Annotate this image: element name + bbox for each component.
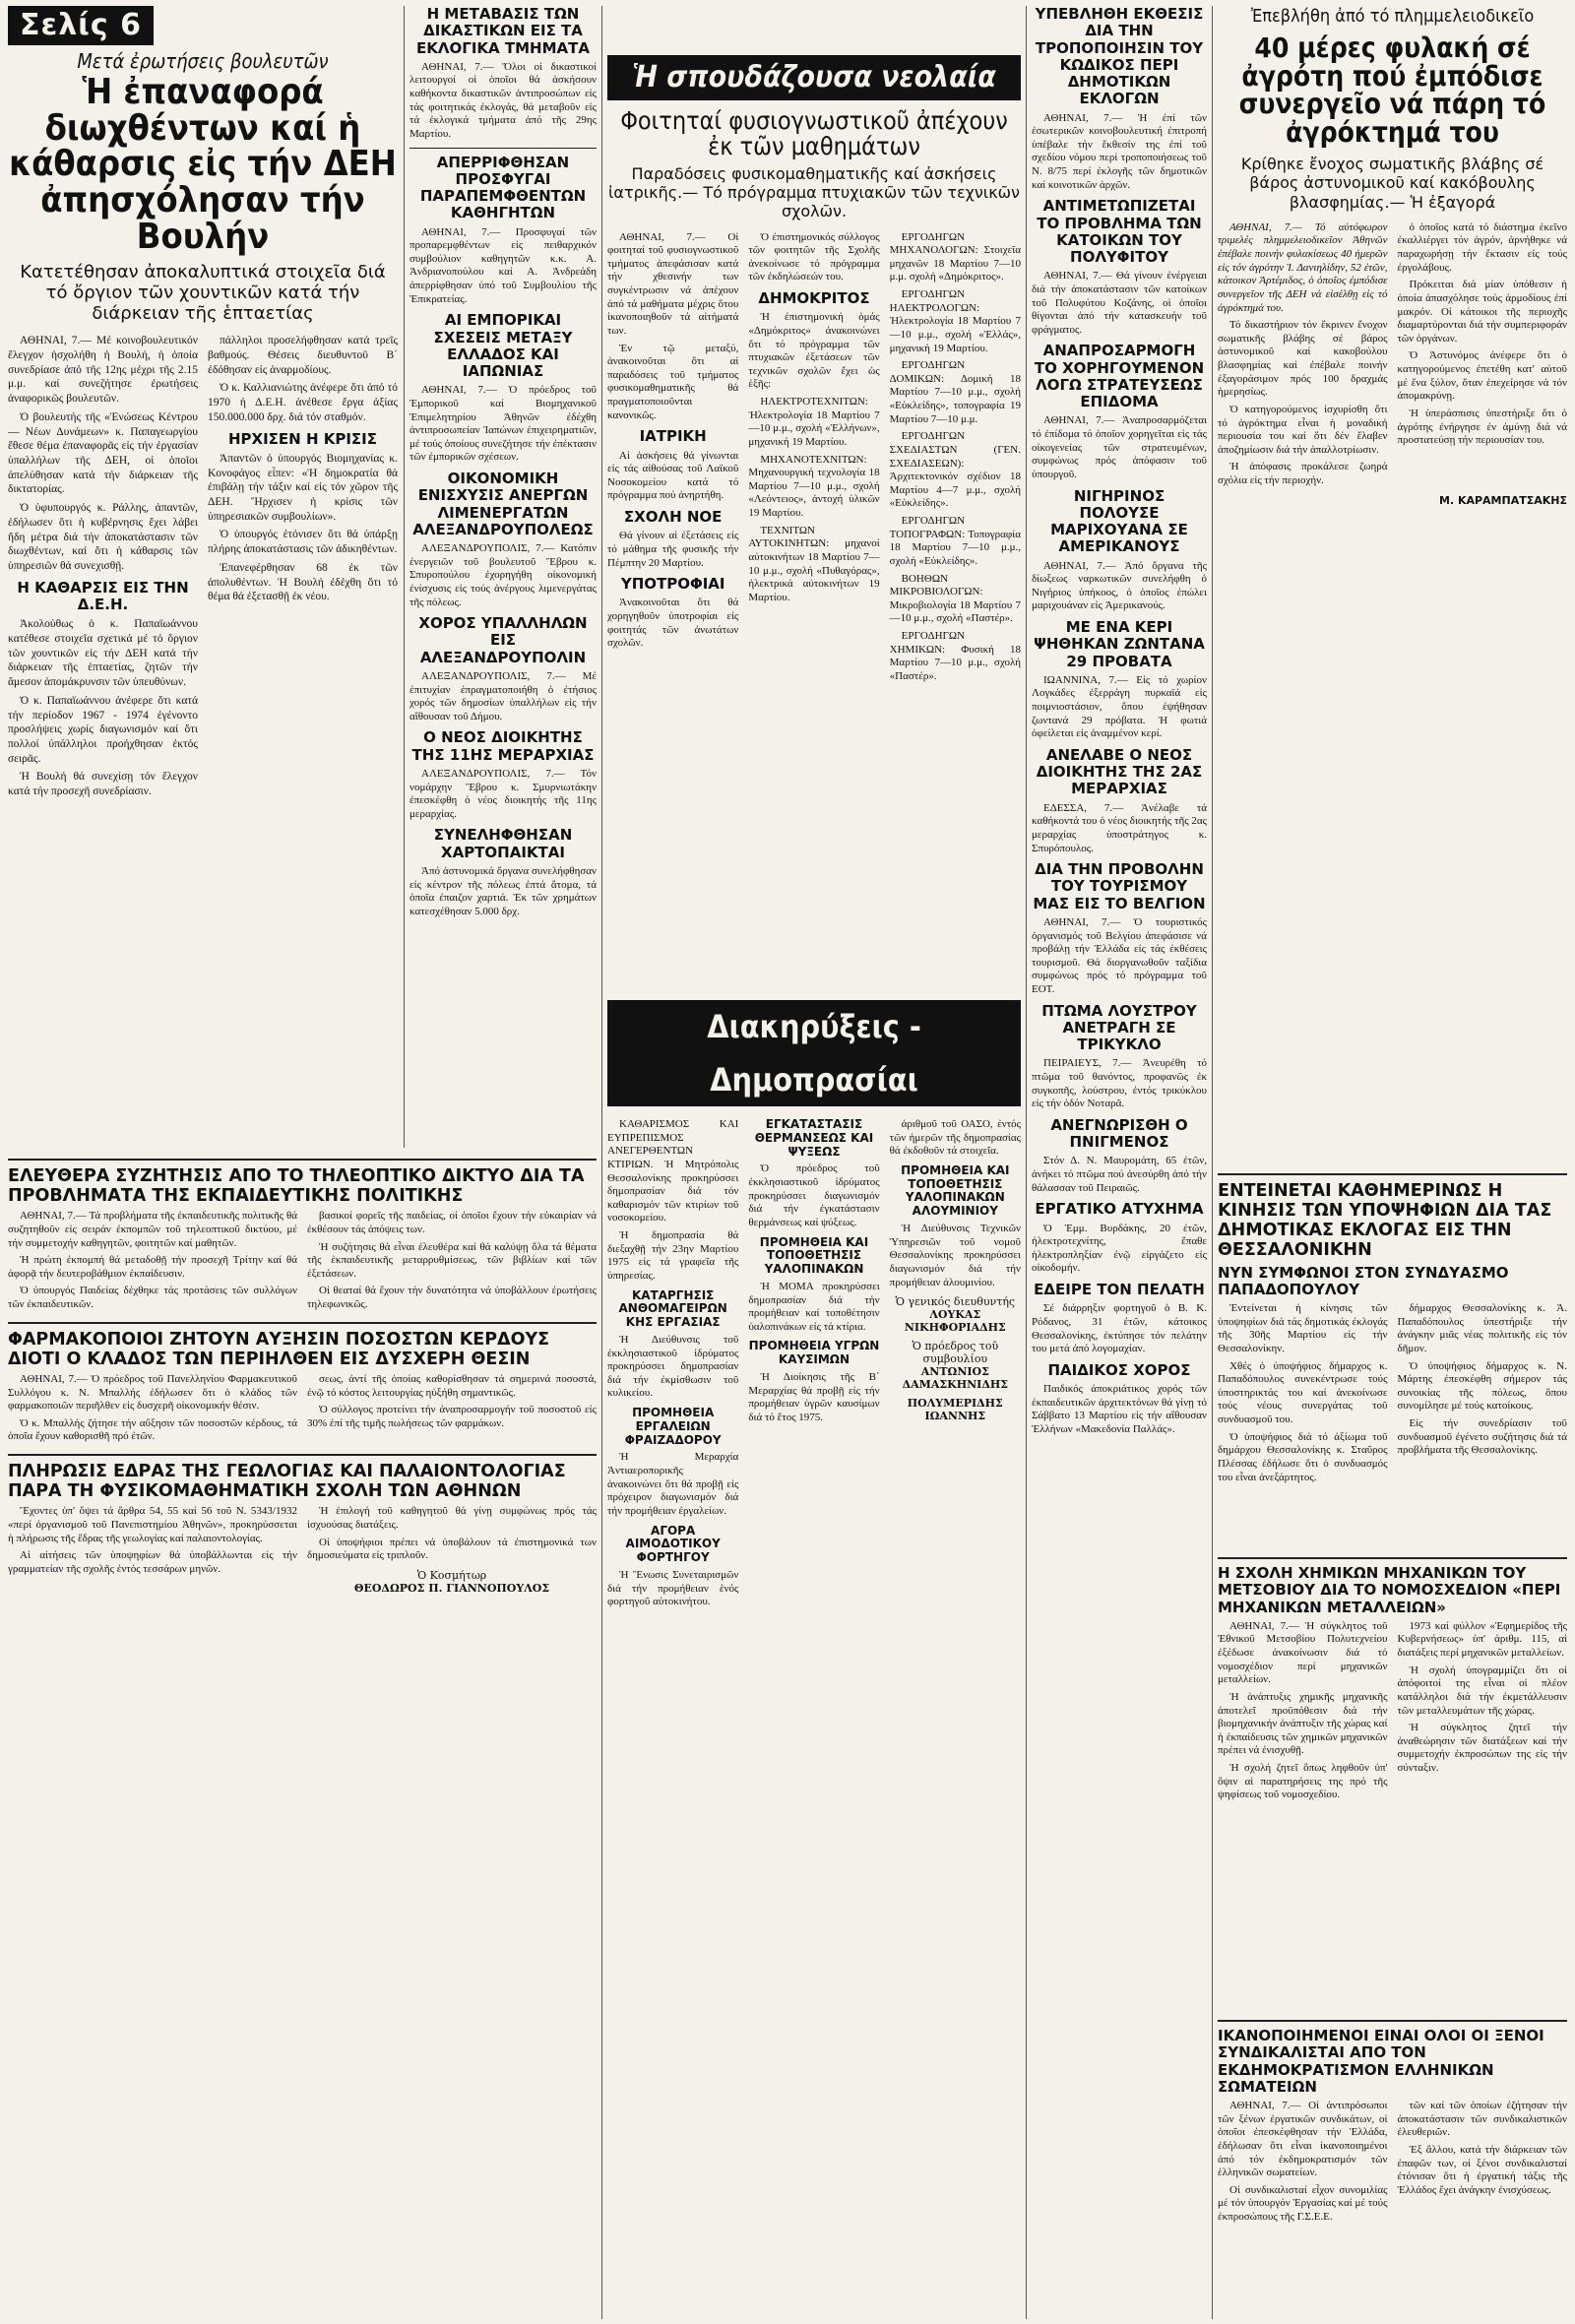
geology-chair-signature-title: Ὁ Κοσμήτωρ [416,1568,487,1582]
tender-paragraph: Ἡ δημοπρασία θά διεξαχθῇ τήν 23ην Μαρτίου 1975 εἰς τά γραφεῖα τῆς ὑπηρεσίας. [607,1229,739,1282]
column-rule [404,6,405,1148]
chemists-paragraph: Ἡ σύγκλητος ζητεῖ τήν ἀναθεώρησιν τῶν διατάξεων καί τήν συμμετοχήν ἐκπροσώπων της εἰς τήν σύνταξιν. [1397,1722,1567,1774]
brief-headline: ΕΡΓΑΤΙΚΟ ΑΤΥΧΗΜΑ [1035,1200,1204,1219]
brief-paragraph: ΙΩΑΝΝΙΝΑ, 7.— Εἰς τό χωρίον Λογκάδες ἐξερράγη πυρκαϊά εἰς ποιμνιοστάσιον, ὅπου ἐψήθησαν ζωντανά 29 πρόβατα. Ἡ φωτιά ὀφείλεται εἰς ἀναμμένον κερί. [1032,673,1207,740]
brief-headline: ΑΝΑΠΡΟΣΑΡΜΟΓΗ ΤΟ ΧΟΡΗΓΟΥΜΕΝΟΝ ΛΟΓΩ ΣΤΡΑΤΕΥΣΕΩΣ ΕΠΙΔΟΜΑ [1034,342,1205,411]
unions-paragraph: ΑΘΗΝΑΙ, 7.— Οἱ ἀντιπρόσωποι τῶν ξένων ἐργατικῶν συνδικάτων, οἱ ὁποῖοι ἐπεσκέφθησαν τήν Ἑλλάδα, ἐδήλωσαν ὅτι εἶναι ἱκανοποιημένοι ἀπό τόν ἐκδημοκρατισμόν τῶν ἑλληνικῶν σωματείων. [1218,2100,1388,2179]
tender-subhead: ΠΡΟΜΗΘΕΙΑ ΕΡΓΑΛΕΙΩΝ ΦΡΑΙΖΑΔΟΡΟΥ [624,1406,722,1447]
tv-debate-paragraph: Οἱ θεαταί θά ἔχουν τήν δυνατότητα νά ὑποβάλλουν ἐρωτήσεις τηλεφωνικῶς. [307,1285,597,1310]
geology-chair-paragraph: Ἔχοντες ὑπ' ὄψει τά ἄρθρα 54, 55 καί 56 τοῦ Ν. 5343/1932 «περί ὀργανισμοῦ τοῦ Πανεπιστημίου Ἀθηνῶν», προκηρύσσεται ἡ πλήρωσις τῆς ἕδρας τῆς γεωλογίας καί παλαιοντολογίας. [8,1505,297,1544]
tender-subhead: ΕΓΚΑΤΑΣΤΑΣΙΣ ΘΕΡΜΑΝΣΕΩΣ ΚΑΙ ΨΥΞΕΩΣ [754,1117,874,1159]
students-subhead: ΔΗΜΟΚΡΙΤΟΣ [758,289,870,308]
chemists-paragraph: Ἡ ἀνάπτυξις χημικῆς μηχανικῆς ἀποτελεῖ προϋπόθεσιν διά τήν βιομηχανικήν ἀνάπτυξιν τῆς χώρας καί ἡ ἐκπαίδευσις τῶν χημικῶν μηχανικῶν πρέπει νά ἐνισχυθῇ. [1218,1690,1388,1757]
tender-subhead: ΠΡΟΜΗΘΕΙΑ ΚΑΙ ΤΟΠΟΘΕΤΗΣΙΣ ΥΑΛΟΠΙΝΑΚΩΝ [759,1234,869,1277]
newspaper-page [8,6,1567,2319]
students-paragraph: ΤΕΧΝΙΤΩΝ ΑΥΤΟΚΙΝΗΤΩΝ: μηχανοί αὐτοκινήτων 18 Μαρτίου 7—10 μ.μ., σχολή «Πυθαγόρας», ἠλεκτρικά αὐτοκινήτων 19 Μαρτίου. [748,524,880,603]
item-headline: ΟΙΚΟΝΟΜΙΚΗ ΕΝΙΣΧΥΣΙΣ ΑΝΕΡΓΩΝ ΛΙΜΕΝΕΡΓΑΤΩΝ ΑΛΕΞΑΝΔΡΟΥΠΟΛΕΩΣ [412,470,594,538]
brief-paragraph: ΕΔΕΣΣΑ, 7.— Ἀνέλαβε τά καθήκοντά του ὁ νέος διοικητής τῆς 2ας μεραρχίας ὑποστράτηγος κ. Σπυρόπουλος. [1032,801,1207,854]
tv-debate-paragraph: Ἡ πρώτη ἐκπομπή θά μεταδοθῇ τήν προσεχῆ Τρίτην καί θά ἀφορᾷ τήν δευτεροβάθμιον ἐκπαίδευσιν. [8,1254,297,1280]
tender-signature-name: ΑΝΤΩΝΙΟΣ ΔΑΜΑΣΚΗΝΙΔΗΣ [902,1365,1009,1392]
lead-paragraph: Ἐπανεφέρθησαν 68 ἐκ τῶν ἀπολυθέντων. Ἡ Βουλή ἐδέχθη ὅτι τό θέμα θά ἐξετασθῇ ἐκ νέου. [208,561,398,603]
lead-paragraph: Ἀπαντῶν ὁ ὑπουργός Βιομηχανίας κ. Κονοφάγος εἶπεν: «Ἡ δημοκρατία θά ἐπιβάλῃ τήν τάξιν καί εἰς τόν χῶρον τῆς ΔΕΗ. Ἤρχισεν ἡ κρίσις τῶν ὑπηρεσιακῶν συμβουλίων». [208,452,398,523]
section-badge [8,6,398,45]
students-paragraph: ΗΛΕΚΤΡΟΤΕΧΝΙΤΩΝ: Ἠλεκτρολογία 18 Μαρτίου 7—10 μ.μ., σχολή «Ἐλλήνων», μηχανική 19 Μαρτίου. [748,396,880,448]
farmer-title: 40 μέρες φυλακή σέ ἀγρότη πού ἐμπόδισε συνεργεῖο νά πάρη τό ἀγρόκτημά του [1238,31,1546,149]
students-paragraph: Ἀνακοινοῦται ὅτι θά χορηγηθοῦν ὑποτροφίαι εἰς φοιτητάς τῶν ἀνωτάτων σχολῶν. [607,597,739,650]
students-subhead: ΣΧΟΛΗ ΝΟΕ [623,508,723,527]
tender-subhead: ΚΑΤΑΡΓΗΣΙΣ ΑΝΘΟΜΑΓΕΙΡΩΝ ΚΗΣ ΕΡΓΑΣΙΑΣ [618,1288,727,1330]
tender-paragraph: Ἡ Διεύθυνσις Τεχνικῶν Ὑπηρεσιῶν τοῦ νομοῦ Θεσσαλονίκης προκηρύσσει διαγωνισμόν διά τήν προμήθειαν ἀλουμινίου. [889,1223,1021,1288]
item-paragraph: Ἀπό ἀστυνομικά ὄργανα συνελήφθησαν εἰς κέντρον τῆς πόλεως ἐπτά ἄτομα, τά ὁποῖα ἐπαιζον χαρτιά. Ἐκ τῶν χρημάτων κατεσχέθησαν 5.000 δρχ. [410,864,597,917]
lead-body [8,334,398,803]
brief-headline: ΠΤΩΜΑ ΛΟΥΣΤΡΟΥ ΑΝΕΤΡΑΓΗ ΣΕ ΤΡΙΚΥΚΛΟ [1041,1001,1197,1054]
elections-paragraph: Ὁ ὑποψήφιος δήμαρχος κ. Ν. Μάρτης ἐπεσκέφθη σήμερον τάς συνοικίας τῆς πόλεως, ὅπου συνομίλησε μέ τούς κατοίκους. [1397,1359,1567,1413]
tender-paragraph: Ὁ πρόεδρος τοῦ ἐκκλησιαστικοῦ ἱδρύματος προκηρύσσει διαγωνισμόν διά τήν ἐγκατάστασιν θερμάνσεως καί ψύξεως. [748,1162,880,1228]
tender-paragraph: Ἡ Μεραρχία Ἀντιαεροπορικῆς ἀνακοινώνει ὅτι θά προβῇ εἰς πρόχειρον διαγωνισμόν διά τήν προμήθειαν ἐργαλείων. [607,1451,739,1517]
chemists-story [1218,1551,1567,2004]
tender-signature-name: ΠΟΛΥΜΕΡΙΔΗΣ ΙΩΑΝΝΗΣ [907,1397,1003,1423]
students-paragraph: Θά γίνουν αἱ ἐξετάσεις εἰς τό μάθημα τῆς φυσικῆς τήν Πέμπτην 20 Μαρτίου. [607,530,739,569]
tender-paragraph: Ἡ ΜΟΜΑ προκηρύσσει δημοπρασίαν διά τήν προμήθειαν καί τοποθέτησιν ὑαλοπινάκων εἰς τά κτίρια. [748,1280,880,1333]
column-rule [1212,6,1213,2319]
brief-headline: ΝΙΓΗΡΙΝΟΣ ΠΟΛΟΥΣΕ ΜΑΡΙΧΟΥΑΝΑ ΣΕ ΑΜΕΡΙΚΑΝΟΥΣ [1050,486,1188,556]
pharmacists-body [8,1373,597,1448]
tv-debate-title: ΕΛΕΥΘΕΡΑ ΣΥΖΗΤΗΣΙΣ ΑΠΟ ΤΟ ΤΗΛΕΟΠΤΙΚΟ ΔΙΚΤΥΟ ΔΙΑ ΤΑ ΠΡΟΒΛΗΜΑΤΑ ΤΗΣ ΕΚΠΑΙΔΕΥΤΙΚΗΣ ΠΟΛΙΤΙΚΗΣ [8,1166,585,1207]
tenders-section [607,1000,1021,2319]
short-items-column [410,6,597,1148]
item-paragraph: ΑΘΗΝΑΙ, 7.— Ὅλοι οἱ δικαστικοί λειτουργοί οἱ ὁποῖοι θά ἀσκήσουν καθήκοντα δικαστικῶν ἀντιπροσώπων εἰς τάς φοιτητικάς ἐκλογάς, θά μεταβοῦν εἰς τά ἐκλογικά τμήματα ἀπό τῆς 29ης Μαρτίου. [410,60,597,140]
elections-subtitle: ΝΥΝ ΣΥΜΦΩΝΟΙ ΣΤΟΝ ΣΥΝΔΥΑΣΜΟ ΠΑΠΑΔΟΠΟΥΛΟΥ [1218,1263,1509,1298]
tv-debate-paragraph: Ὁ ὑπουργός Παιδείας δέχθηκε τάς προτάσεις τῶν συλλόγων τῶν ἐκπαιδευτικῶν. [8,1285,297,1310]
brief-paragraph: Σέ διάρρηξιν φορτηγοῦ ὁ Β. Κ. Ρόδανος, 31 ἐτῶν, κάτοικος Θεσσαλονίκης, ἐκτύπησε τόν πελάτην του μετά ἀπό λογομαχίαν. [1032,1302,1207,1355]
item-paragraph: ΑΘΗΝΑΙ, 7.— Ὁ πρόεδρος τοῦ Ἐμπορικοῦ καί Βιομηχανικοῦ Ἐπιμελητηρίου Ἀθηνῶν ἐδέχθη ἀντιπροσωπείαν Ἰαπώνων ἐπιχειρηματιῶν, μέ τούς ὁποίους συνεζήτησε τήν ἐπέκτασιν τῶν ἐμπορικῶν σχέσεων. [410,384,597,464]
chemists-paragraph: ΑΘΗΝΑΙ, 7.— Ἡ σύγκλητος τοῦ Ἐθνικοῦ Μετσοβίου Πολυτεχνείου ἐξέδωσε ἀνακοίνωσιν διά τό νομοσχέδιον περί μηχανικῶν μεταλλείων. [1218,1619,1388,1686]
lead-paragraph: πάλληλοι προσελήφθησαν κατά τρεῖς βαθμούς. Θέσεις διευθυντοῦ Β΄ ἐδόθησαν εἰς ἀναρμοδίους. [208,335,398,376]
tender-signature-name: ΛΟΥΚΑΣ ΝΙΚΗΦΟΡΙΑΔΗΣ [904,1308,1006,1335]
students-paragraph: Ὁ ἐπιστημονικός σύλλογος τῶν φοιτητῶν τῆς Σχολῆς ἀνεκοίνωσε τό πρόγραμμα τῶν ἐκδηλώσεών του. [748,230,880,283]
lead-paragraph: Ὁ βουλευτής τῆς «Ἑνώσεως Κέντρου — Νέων Δυνάμεων» κ. Παπαγεωργίου ἔθεσε θέμα ἐπαναφορᾶς εἰς τήν ἐργασίαν ὑπαλλήλων τῆς ΔΕΗ, οἱ ὁποῖοι ἀπελύθησαν κατά τήν διάρκειαν τῆς δικτατορίας. [8,410,198,496]
lead-paragraph: Ἡ Βουλή θά συνεχίσῃ τόν ἔλεγχον κατά τήν προσεχῆ συνεδρίασιν. [8,771,198,798]
lead-paragraph: Ὁ ὑπουργός ἐτόνισεν ὅτι θά ὑπάρξῃ πλήρης ἀποκατάστασις τῶν ἀδικηθέντων. [208,529,398,556]
divider [8,1159,597,1161]
item-headline: Η ΜΕΤΑΒΑΣΙΣ ΤΩΝ ΔΙΚΑΣΤΙΚΩΝ ΕΙΣ ΤΑ ΕΚΛΟΓΙΚΑ ΤΜΗΜΑΤΑ [416,6,590,57]
brief-headline: ΠΑΙΔΙΚΟΣ ΧΟΡΟΣ [1047,1360,1191,1379]
farmer-paragraph: Τό δικαστήριον τόν ἔκρινεν ἔνοχον σωματικῆς βλάβης σέ βάρος ἀστυνομικοῦ καί κακοβούλου βλασφημίας καί ἐπέβαλε ποινήν ἐξαγοράσιμον πρός 100 δραχμάς ἡμερησίως. [1218,319,1388,399]
lead-paragraph: ΑΘΗΝΑΙ, 7.— Μέ κοινοβουλευτικόν ἔλεγχον ἠσχολήθη ἡ Βουλή, ἡ ὁποία συνεδρίασε ἀπό τῆς 12ης μέχρι τῆς 2.15 μ.μ. καί συνεζήτησε ἐρωτήσεις ἀναφορικῶς βουλευτῶν. [8,335,198,406]
tv-debate-paragraph: βασικοί φορεῖς τῆς παιδείας, οἱ ὁποῖοι ἔχουν τήν εὐκαιρίαν νά ἐκθέσουν τάς ἀπόψεις των. [307,1210,597,1235]
lead-paragraph: Ἀκολούθως ὁ κ. Παπαϊωάννου κατέθεσε στοιχεῖα σχετικά μέ τό ὄργιον τῶν χουντικῶν εἰς τήν ΔΕΗ κατά τήν διάρκειαν τῆς ἑπταετίας, ζητῶν τήν ἄμεσον ἀπομάκρυνσιν τῶν ὑπευθύνων. [8,618,198,689]
students-section [607,6,1021,990]
column-rule [601,6,602,990]
students-paragraph: ΑΘΗΝΑΙ, 7.— Οἱ φοιτηταί τοῦ φυσιογνωστικοῦ τμήματος ἀπεφάσισαν κατά τήν χθεσινήν των συγκέντρωσιν νά ἀπέχουν ἀπό τά μαθήματα μέχρις ὅτου ἱκανοποιηθοῦν τά αἰτήματά των. [607,230,739,337]
tender-paragraph: Ἡ Διοίκησις τῆς Β΄ Μεραρχίας θά προβῇ εἰς τήν προμήθειαν ὑγρῶν καυσίμων διά τό ἔτος 1975. [748,1371,880,1423]
students-subhead: ΥΠΟΤΡΟΦΙΑΙ [620,575,725,594]
lead-paragraph: Ὁ κ. Καλλιανιώτης ἀνέφερε ὅτι ἀπό τό 1970 ἡ Δ.Ε.Η. ἀνέθεσε ἔργα ἀξίας 150.000.000 δρχ. διά τόν σταθμόν. [208,382,398,423]
news-briefs-column [1032,6,1207,2319]
tv-debate-paragraph: ΑΘΗΝΑΙ, 7.— Τά προβλήματα τῆς ἐκπαιδευτικῆς πολιτικῆς θά συζητηθοῦν εἰς σειράν ἐκπομπῶν τοῦ τηλεοπτικοῦ δικτύου, μέ τήν συμμετοχήν καθηγητῶν, φοιτητῶν καί μαθητῶν. [8,1210,297,1249]
brief-paragraph: ΑΘΗΝΑΙ, 7.— Ἡ ἐπί τῶν ἐσωτερικῶν κοινοβουλευτική ἐπιτροπή ὑπέβαλε τήν ἔκθεσίν της ἐπί τοῦ σχεδίου νόμου περί τροποποιήσεως τοῦ Ν. 8/75 περί ἐκλογῆς τῶν δημοτικῶν καί κοινοτικῶν ἀρχῶν. [1032,111,1207,191]
farmer-paragraph: Ἡ ὑπεράσπισις ὑπεστήριξε ὅτι ὁ ἀγρότης ἐνήργησε ἐν ἀμύνῃ διά νά προστατεύσῃ τήν περιουσίαν του. [1397,407,1567,447]
divider [1218,2020,1567,2022]
chemists-paragraph: Ἡ σχολή ζητεῖ ὅπως ληφθοῦν ὑπ' ὄψιν αἱ παρατηρήσεις της πρό τῆς ψηφίσεως τοῦ νομοσχεδίου. [1218,1762,1388,1801]
students-paragraph: ΕΡΓΟΔΗΓΩΝ ΜΗΧΑΝΟΛΟΓΩΝ: Στοιχεῖα μηχανῶν 18 Μαρτίου 7—10 μ.μ. σχολή «Δημόκριτος». [889,230,1021,283]
elections-paragraph: Ὁ ὑποψήφιος διά τό ἀξίωμα τοῦ δημάρχου Θεσσαλονίκης κ. Σταῦρος Πλέσσας ἐδήλωσε ὅτι ὁ συνδυασμός του εἶναι ἀνεξάρτητος. [1218,1430,1388,1483]
geology-chair-title: ΠΛΗΡΩΣΙΣ ΕΔΡΑΣ ΤΗΣ ΓΕΩΛΟΓΙΑΣ ΚΑΙ ΠΑΛΑΙΟΝΤΟΛΟΓΙΑΣ ΠΑΡΑ ΤΗ ΦΥΣΙΚΟΜΑΘΗΜΑΤΙΚΗ ΣΧΟΛΗ ΤΩΝ ΑΘΗΝΩΝ [8,1462,566,1502]
item-headline: Ο ΝΕΟΣ ΔΙΟΙΚΗΤΗΣ ΤΗΣ 11ΗΣ ΜΕΡΑΡΧΙΑΣ [411,728,595,764]
farmer-paragraph: Ὁ Ἀστυνόμος ἀνέφερε ὅτι ὁ κατηγορούμενος ἐπετέθη κατ' αὐτοῦ μέ ἕνα ξύλον, ὅταν ἐπεχείρησε νά τόν ἀπομακρύνῃ. [1397,349,1567,403]
tender-subhead: ΠΡΟΜΗΘΕΙΑ ΥΓΡΩΝ ΚΑΥΣΙΜΩΝ [748,1339,880,1367]
item-paragraph: ΑΛΕΞΑΝΔΡΟΥΠΟΛΙΣ, 7.— Κατόπιν ἐνεργειῶν τοῦ βουλευτοῦ Ἕβρου κ. Σπυροπούλου ἐχορηγήθη οἰκονομική ἐνίσχυσις εἰς τούς ἀνέργους λιμενεργάτας τῆς πόλεως. [410,542,597,608]
unions-paragraph: Οἱ συνδικαλισταί εἶχον συνομιλίας μέ τόν ὑπουργόν Ἐργασίας καί μέ τούς ἐκπροσώπους τῆς Γ.Σ.Ε.Ε. [1218,2183,1388,2223]
pharmacists-paragraph: ΑΘΗΝΑΙ, 7.— Ὁ πρόεδρος τοῦ Πανελληνίου Φαρμακευτικοῦ Συλλόγου κ. Ν. Μπαλλής ἐδήλωσεν ὅτι ὁ κλάδος τῶν φαρμακοποιῶν περιῆλθεν εἰς δυσχερῆ οἰκονομικήν θέσιν. [8,1372,297,1413]
farmer-paragraph: Πρόκειται διά μίαν ὑπόθεσιν ἡ ὁποία ἀπασχόλησε τούς ἀρμοδίους ἐπί μακρόν. Οἱ κάτοικοι τῆς περιοχῆς διαμαρτύρονται διά τήν συμπεριφοράν τῶν ὀργάνων. [1397,279,1567,345]
chemists-paragraph: 1973 καί φύλλον «Ἐφημερίδος τῆς Κυβερνήσεως» ὑπ' ἀριθμ. 115, αἱ διατάξεις περί μηχανικῶν μεταλλείων. [1397,1619,1567,1659]
students-paragraph: ΕΡΓΟΔΗΓΩΝ ΤΟΠΟΓΡΑΦΩΝ: Τοπογραφία 18 Μαρτίου 7—10 μ.μ., σχολή «Εὐκλείδης». [889,515,1021,567]
elections-paragraph: Χθές ὁ ὑποψήφιος δήμαρχος κ. Παπαδόπουλος συνεκέντρωσε τούς ὑποστηρικτάς του καί ἀνεκοίνωσε τούς νέους συνεργάτας τοῦ συνδυασμοῦ του. [1218,1359,1388,1425]
unions-body [1218,2100,1567,2229]
divider [1218,1173,1567,1175]
item-headline: ΣΥΝΕΛΗΦΘΗΣΑΝ ΧΑΡΤΟΠΑΙΚΤΑΙ [433,826,573,861]
column-rule [601,990,602,2319]
students-paragraph: ΕΡΓΟΔΗΓΩΝ ΧΗΜΙΚΩΝ: Φυσική 18 Μαρτίου 7—10 μ.μ., σχολή «Παστέρ». [889,630,1021,682]
students-deck: Παραδόσεις φυσικομαθηματικῆς καί ἀσκήσεις ἰατρικῆς.— Τό πρόγραμμα πτυχιακῶν τῶν τεχνικῶν σχολῶν. [608,164,1020,221]
brief-paragraph: ΠΕΙΡΑΙΕΥΣ, 7.— Ἀνευρέθη τό πτῶμα τοῦ θανόντος, προφανῶς ἐκ συγκοπῆς, λούστρου, ἐντός τρικύκλου εἰς τήν ὁδόν Νοταρᾶ. [1032,1057,1207,1110]
brief-paragraph: Ὁ Ἐμμ. Βυρδάκης, 20 ἐτῶν, ἠλεκτροτεχνίτης, ἔπαθε ἠλεκτροπληξίαν ἐνῷ εἰργάζετο εἰς οἰκοδομήν. [1032,1222,1207,1275]
geology-chair-paragraph: Οἱ ὑποψήφιοι πρέπει νά ὑποβάλουν τά ἐπιστημονικά των δημοσιεύματα εἰς τριπλοῦν. [307,1536,597,1562]
brief-headline: ΜΕ ΕΝΑ ΚΕΡΙ ΨΗΘΗΚΑΝ ΖΩΝΤΑΝΑ 29 ΠΡΟΒΑΤΑ [1034,618,1205,670]
brief-headline: ΑΝΕΛΑΒΕ Ο ΝΕΟΣ ΔΙΟΙΚΗΤΗΣ ΤΗΣ 2ΑΣ ΜΕΡΑΡΧΙΑΣ [1036,745,1203,798]
geology-chair-signature-name: ΘΕΟΔΩΡΟΣ Π. ΓΙΑΝΝΟΠΟΥΛΟΣ [353,1581,550,1595]
students-paragraph: ΕΡΓΟΔΗΓΩΝ ΣΧΕΔΙΑΣΤΩΝ (ΓΕΝ. ΣΧΕΔΙΑΣΕΩΝ): Ἀρχιτεκτονικόν σχέδιον 18 Μαρτίου 4—7 μ.μ., σχολή «Εὐκλείδης». [889,430,1021,510]
students-banner: Ἡ σπουδάζουσα νεολαία [607,55,1021,100]
item-paragraph: ΑΘΗΝΑΙ, 7.— Προσφυγαί τῶν προπαρεμφθέντων εἰς πειθαρχικόν συμβούλιον καθηγητῶν κ.κ. Α. Ἀνδριανοπούλου καί Α. Ἀνδρεάδη ἀπερρίφθησαν ὑπό τοῦ Συμβουλίου τῆς Ἐπικρατείας. [410,225,597,305]
brief-paragraph: Στόν Δ. Ν. Μαυρομάτη, 65 ἐτῶν, ἀνήκει τό πτῶμα πού ἀνεσύρθη ἀπό τήν θάλασσαν τοῦ Πειραιῶς. [1032,1155,1207,1194]
elections-paragraph: Ἐντείνεται ἡ κίνησις τῶν ὑποψηφίων διά τάς δημοτικάς ἐκλογάς τῆς 30ῆς Μαρτίου εἰς τήν Θεσσαλονίκην. [1218,1302,1388,1354]
divider [410,148,597,149]
farmer-body [1218,221,1567,492]
farmer-paragraph: Ὁ κατηγορούμενος ἰσχυρίσθη ὅτι τό ἀγρόκτημα εἶναι ἡ μοναδική περιουσία του καί ὅτι δέν ἔλαβεν ἀποζημίωσιν διά τήν ἀπαλλοτρίωσιν. [1218,403,1388,456]
chemists-title: Η ΣΧΟΛΗ ΧΗΜΙΚΩΝ ΜΗΧΑΝΙΚΩΝ ΤΟΥ ΜΕΤΣΟΒΙΟΥ ΔΙΑ ΤΟ ΝΟΜΟΣΧΕΔΙΟΝ «ΠΕΡΙ ΜΗΧΑΝΙΚΩΝ ΜΕΤΑΛΛΕΙΩΝ» [1218,1564,1561,1616]
brief-headline: ΕΔΕΙΡΕ ΤΟΝ ΠΕΛΑΤΗ [1034,1281,1205,1298]
students-paragraph: ΜΗΧΑΝΟΤΕΧΝΙΤΩΝ: Μηχανουργική τεχνολογία 18 Μαρτίου 7—10 μ.μ., σχολή «Λεόντειος», ἀντοχή ὑλικῶν 19 Μαρτίου. [748,453,880,520]
farmer-kicker: Ἐπεβλήθη ἀπό τό πλημμελειοδικεῖο [1250,6,1535,27]
tender-subhead: ΠΡΟΜΗΘΕΙΑ ΚΑΙ ΤΟΠΟΘΕΤΗΣΙΣ ΥΑΛΟΠΙΝΑΚΩΝ ΑΛΟΥΜΙΝΙΟΥ [901,1162,1010,1219]
brief-paragraph: ΑΘΗΝΑΙ, 7.— Ἀναπροσαρμόζεται τό ἐπίδομα τό ὁποῖον χορηγεῖται εἰς τάς οἰκογενείας τῶν στρατευμένων, συμφώνως πρός ἀπόφασιν τοῦ ὑπουργοῦ. [1032,414,1207,480]
brief-paragraph: ΑΘΗΝΑΙ, 7.— Θά γίνουν ἐνέργειαι διά τήν ἀποκατάστασιν τῶν κατοίκων τοῦ Πολυφύτου Κοζάνης, οἱ ὁποῖοι θίγονται ἀπό τήν κατασκευήν τοῦ φράγματος. [1032,270,1207,336]
students-paragraph: Αἱ ἀσκήσεις θά γίνωνται εἰς τάς αἰθούσας τοῦ Λαϊκοῦ Νοσοκομείου κατά τό πρόγραμμα πού ἀνηρτήθη. [607,449,739,502]
lead-title: Ἡ ἐπαναφορά διωχθέντων καί ἡ κάθαρσις εἰς τήν ΔΕΗ ἀπησχόλησαν τήν Βουλήν [9,72,397,257]
brief-paragraph: ΑΘΗΝΑΙ, 7.— Ἀπό ὄργανα τῆς δίωξεως ναρκωτικῶν συνελήφθη ὁ Νιγήριος ὑπήκοος, ὁ ὁποῖος ἐπώλει μαριχουάναν εἰς Ἀμερικανούς. [1032,559,1207,612]
tender-signature-title: Ὁ πρόεδρος τοῦ συμβουλίου [912,1340,999,1366]
students-paragraph: ΕΡΓΟΔΗΓΩΝ ΗΛΕΚΤΡΟΛΟΓΩΝ: Ἠλεκτρολογία 18 Μαρτίου 7—10 μ.μ., σχολή «Ἑλλάς», μηχανική 19 Μαρτίου. [889,288,1021,354]
pharmacists-title: ΦΑΡΜΑΚΟΠΟΙΟΙ ΖΗΤΟΥΝ ΑΥΞΗΣΙΝ ΠΟΣΟΣΤΩΝ ΚΕΡΔΟΥΣ ΔΙΟΤΙ Ο ΚΛΑΔΟΣ ΤΩΝ ΠΕΡΙΗΛΘΕΝ ΕΙΣ ΔΥΣΧΕΡΗ ΘΕΣΙΝ [8,1329,550,1369]
students-subhead: ΙΑΤΡΙΚΗ [639,427,707,446]
pharmacists-paragraph: Ὁ κ. Μπαλλής ζήτησε τήν αὔξησιν τῶν ποσοστῶν κέρδους, τά ὁποῖα ἔχουν καθορισθῆ πρό ἐτῶν. [8,1416,297,1443]
tenders-banner: Διακηρύξεις - Δημοπρασίαι [607,1000,1021,1106]
tender-subhead: ΑΓΟΡΑ ΑΙΜΟΔΟΤΙΚΟΥ ΦΟΡΤΗΓΟΥ [625,1523,721,1565]
lead-kicker: Μετά ἐρωτήσεις βουλευτῶν [77,49,329,73]
tender-paragraph: ἀριθμοῦ τοῦ ΟΑΣΟ, ἐντός τῶν ἡμερῶν τῆς δημοπρασίας θά ἐκδοθοῦν τά στοιχεῖα. [889,1118,1021,1158]
chemists-paragraph: Ἡ σχολή ὑπογραμμίζει ὅτι οἱ ἀπόφοιτοί της εἶναι οἱ πλέον κατάλληλοι διά τήν ἐκμετάλλευσιν τῶν μεταλλευμάτων τῆς χώρας. [1397,1664,1567,1717]
column-rule [1026,6,1027,2319]
unions-story [1218,2014,1567,2319]
bottom-left-stories [8,1153,597,2319]
farmer-deck: Κρίθηκε ἔνοχος σωματικῆς βλάβης σέ βάρος ἀστυνομικοῦ καί κακόβουλης βλασφημίας.— Ἡ ἐξαγορά [1240,155,1544,212]
farmer-paragraph: ΑΘΗΝΑΙ, 7.— Τό αὐτόφωρον τριμελές πλημμελειοδικεῖον Ἀθηνῶν ἐπέβαλε ποινήν φυλακίσεως 40 ἡμερῶν εἰς τόν ἀγρότην Ἰ. Δανιηλίδην, 52 ἐτῶν, κάτοικον Ἀρτέμιδος, ὁ ὁποῖος ἐμπόδισε συνεργεῖον τῆς ΔΕΗ νά εἰσέλθῃ εἰς τό ἀγρόκτημά του. [1218,220,1388,314]
students-paragraph: ΒΟΗΘΩΝ ΜΙΚΡΟΒΙΟΛΟΓΩΝ: Μικροβιολογία 18 Μαρτίου 7—10 μ.μ., σχολή «Παστέρ». [889,572,1021,625]
brief-headline: ΑΝΕΓΝΩΡΙΣΘΗ Ο ΠΝΙΓΜΕΝΟΣ [1050,1115,1188,1152]
divider [8,1322,597,1324]
farmer-byline: Μ. ΚΑΡΑΜΠΑΤΣΑΚΗΣ [1438,493,1567,507]
geology-chair-paragraph: Ἡ ἐπιλογή τοῦ καθηγητοῦ θά γίνῃ συμφώνως πρός τάς ἰσχυούσας διατάξεις. [307,1505,597,1531]
item-paragraph: ΑΛΕΞΑΝΔΡΟΥΠΟΛΙΣ, 7.— Μέ ἐπιτυχίαν ἐπραγματοποιήθη ὁ ἐτήσιος χορός τῶν δημοσίων ὑπαλλήλων εἰς τήν αἴθουσαν τοῦ Δήμου. [410,669,597,722]
geology-chair-paragraph: Αἱ αἰτήσεις τῶν ὑποψηφίων θά ὑποβάλλωνται εἰς τήν γραμματείαν τῆς σχολῆς ἐντός τεσσάρων μηνῶν. [8,1549,297,1575]
tender-paragraph: ΚΑΘΑΡΙΣΜΟΣ ΚΑΙ ΕΥΠΡΕΠΙΣΜΟΣ ΑΝΕΓΕΡΘΕΝΤΩΝ ΚΤΙΡΙΩΝ. Ἡ Μητρόπολις Θεσσαλονίκης προκηρύσσει δημοπρασίαν διά τόν καθαρισμόν τῶν κτιρίων τοῦ νοσοκομείου. [607,1118,739,1225]
students-body [607,231,1021,688]
brief-headline: ΑΝΤΙΜΕΤΩΠΙΖΕΤΑΙ ΤΟ ΠΡΟΒΛΗΜΑ ΤΩΝ ΚΑΤΟΙΚΩΝ ΤΟΥ ΠΟΛΥΦΙΤΟΥ [1037,197,1202,266]
elections-body [1218,1302,1567,1488]
brief-headline: ΔΙΑ ΤΗΝ ΠΡΟΒΟΛΗΝ ΤΟΥ ΤΟΥΡΙΣΜΟΥ ΜΑΣ ΕΙΣ ΤΟ ΒΕΛΓΙΟΝ [1033,860,1206,912]
lead-paragraph: Ὁ ὑφυπουργός κ. Ράλλης, ἀπαντῶν, ἐδήλωσεν ὅτι ἡ κυβέρνησις ἔχει λάβει ἤδη μέτρα διά τήν ἀποκατάστασιν τῶν διωχθέντων, καί ὅτι ἡ κάθαρσις τῶν ὑπηρεσιῶν θά συνεχισθῇ. [8,502,198,573]
brief-paragraph: Παιδικός ἀποκριάτικος χορός τῶν ἐκπαιδευτικῶν ἀρχιτεκτόνων θά γίνῃ τό Σάββατο 13 Μαρτίου εἰς τήν αἴθουσαν Ἐλλήνων «Μακεδονία Παλλάς». [1032,1383,1207,1435]
divider [8,1454,597,1456]
tv-debate-paragraph: Ἡ συζήτησις θά εἶναι ἐλευθέρα καί θά καλύψῃ ὅλα τά θέματα τῆς ἐκπαιδευτικῆς μεταρρυθμίσεως, τῶν βιβλίων καί τῶν ἐξετάσεων. [307,1240,597,1280]
pharmacists-paragraph: σεως, ἀντί τῆς ὁποίας καθορίσθησαν τά σημερινά ποσοστά, ἐνῷ τό κόστος λειτουργίας ηὐξήθη σημαντικῶς. [307,1372,597,1399]
farmer-paragraph: Ἡ ἀπόφασις προκάλεσε ζωηρά σχόλια εἰς τήν περιοχήν. [1218,461,1388,486]
unions-paragraph: τῶν καί τῶν ὁποίων ἐζήτησαν τήν ἀποκατάστασιν τῶν συνδικαλιστικῶν ἐλευθεριῶν. [1397,2100,1567,2139]
elections-story [1218,1167,1567,1541]
students-title: Φοιτηταί φυσιογνωστικοῦ ἀπέχουν ἐκ τῶν μαθημάτων [620,106,1008,160]
tv-debate-body [8,1210,597,1315]
item-paragraph: ΑΛΕΞΑΝΔΡΟΥΠΟΛΙΣ, 7.— Τόν νομάρχην Ἕβρου κ. Σμυρνιωτάκην ἐπεσκέφθη ὁ νέος διοικητής τῆς 11ης μεραρχίας. [410,767,597,820]
lead-deck: Κατετέθησαν ἀποκαλυπτικά στοιχεῖα διά τό ὄργιον τῶν χουντικῶν κατά τήν διάρκειαν τῆς ἑπταετίας [20,261,386,325]
elections-title: ΕΝΤΕΙΝΕΤΑΙ ΚΑΘΗΜΕΡΙΝΩΣ Η ΚΙΝΗΣΙΣ ΤΩΝ ΥΠΟΨΗΦΙΩΝ ΔΙΑ ΤΑΣ ΔΗΜΟΤΙΚΑΣ ΕΚΛΟΓΑΣ ΕΙΣ ΤΗΝ ΘΕΣΣΑΛΟΝΙΚΗΝ [1218,1181,1552,1261]
elections-paragraph: δήμαρχος Θεσσαλονίκης κ. Ἀ. Παπαδόπουλος ὑπεστήριξε τήν ἀνάγκην μιᾶς νέας πολιτικῆς εἰς τόν δῆμον. [1397,1302,1567,1354]
tender-paragraph: Ἡ Διεύθυνσις τοῦ ἐκκλησιαστικοῦ ἱδρύματος προκηρύσσει δημοπρασίαν διά τήν ἐκμίσθωσιν τοῦ κυλικείου. [607,1333,739,1400]
farmer-story [1218,6,1567,1158]
item-headline: ΑΙ ΕΜΠΟΡΙΚΑΙ ΣΧΕΣΕΙΣ ΜΕΤΑΞΥ ΕΛΛΑΔΟΣ ΚΑΙ ΙΑΠΩΝΙΑΣ [433,311,573,380]
students-paragraph: Ἐν τῷ μεταξύ, ἀνακοινοῦται ὅτι αἱ παραδόσεις τοῦ τμήματος φυσικομαθηματικῆς θά πραγματοποιοῦνται κανονικῶς. [607,342,739,421]
lead-subhead: ΗΡΧΙΣΕΝ Η ΚΡΙΣΙΣ [227,429,377,448]
students-paragraph: ΕΡΓΟΔΗΓΩΝ ΔΟΜΙΚΩΝ: Δομική 18 Μαρτίου 7—10 μ.μ., σχολή «Εὐκλείδης», τοπογραφία 19 Μαρτίου 7—10 μ.μ. [889,359,1021,425]
students-paragraph: Ἡ ἐπιστημονική ὁμάς «Δημόκριτος» ἀνακοινώνει ὅτι τό πρόγραμμα τῶν πτυχιακῶν ἐξετάσεων τῶν τεχνικῶν σχολῶν ἔχει ὡς ἑξῆς: [748,311,880,391]
unions-title: ΙΚΑΝΟΠΟΙΗΜΕΝΟΙ ΕΙΝΑΙ ΟΛΟΙ ΟΙ ΞΕΝΟΙ ΣΥΝΔΙΚΑΛΙΣΤΑΙ ΑΠΟ ΤΟΝ ΕΚΔΗΜΟΚΡΑΤΙΣΜΟΝ ΕΛΛΗΝΙΚΩΝ ΣΩΜΑΤΕΙΩΝ [1218,2027,1544,2096]
item-headline: ΑΠΕΡΡΙΦΘΗΣΑΝ ΠΡΟΣΦΥΓΑΙ ΠΑΡΑΠΕΜΦΘΕΝΤΩΝ ΚΑΘΗΓΗΤΩΝ [419,153,587,222]
tender-signature-title: Ὁ γενικός διευθυντής [895,1295,1016,1309]
farmer-paragraph: ὁ ὁποῖος κατά τό διάστημα ἐκεῖνο ἐκαλλιέργει τόν ἀγρόν, ἀρνήθηκε νά παραχωρήσῃ τήν ἔκτασιν εἰς τούς ἐργολάβους. [1397,220,1567,274]
item-headline: ΧΟΡΟΣ ΥΠΑΛΛΗΛΩΝ ΕΙΣ ΑΛΕΞΑΝΔΡΟΥΠΟΛΙΝ [418,614,588,666]
pharmacists-paragraph: Ὁ σύλλογος προτείνει τήν ἀναπροσαρμογήν τοῦ ποσοστοῦ εἰς 30% ἐπί τῆς τιμῆς πωλήσεως τῶν φαρμάκων. [307,1404,597,1429]
tenders-body [607,1118,1021,1613]
lead-paragraph: Ὁ κ. Παπαϊωάννου ἀνέφερε ὅτι κατά τήν περίοδον 1967 - 1974 ἐγένοντο προσλήψεις χωρίς διαγωνισμόν καί ὅτι πολλοί ὑπάλληλοι προήχθησαν ἐκτός σειρᾶς. [8,694,198,765]
chemists-body [1218,1620,1567,1806]
lead-story [8,6,398,803]
unions-paragraph: Ἐξ ἄλλου, κατά τήν διάρκειαν τῶν ἐπαφῶν των, οἱ ξένοι συνδικαλισταί ἐτόνισαν ὅτι ἡ ἐργατική τάξις τῆς Ἑλλάδος ἔχει ἀνάγκην ἐνισχύσεως. [1397,2143,1567,2196]
lead-subhead: Η ΚΑΘΑΡΣΙΣ ΕΙΣ ΤΗΝ Δ.Ε.Η. [17,578,189,614]
divider [1218,1557,1567,1559]
brief-paragraph: ΑΘΗΝΑΙ, 7.— Ὁ τουριστικός ὀργανισμός τοῦ Βελγίου ἀπεφάσισε νά προβάλῃ τήν Ἑλλάδα εἰς τάς ἐκθέσεις τουρισμοῦ. Θά διοργανωθοῦν ταξίδια συμφώνως πρός τό πρόγραμμα τοῦ ΕΟΤ. [1032,915,1207,995]
section-label: Σελίς 6 [8,6,154,45]
tender-paragraph: Ἡ Ἕνωσις Συνεταιρισμῶν διά τήν προμήθειαν ἑνός φορτηγοῦ αὐτοκινήτου. [607,1568,739,1608]
brief-headline: ΥΠΕΒΛΗΘΗ ΕΚΘΕΣΙΣ ΔΙΑ ΤΗΝ ΤΡΟΠΟΠΟΙΗΣΙΝ ΤΟΥ ΚΩΔΙΚΟΣ ΠΕΡΙ ΔΗΜΟΤΙΚΩΝ ΕΚΛΟΓΩΝ [1035,6,1204,108]
geology-chair-body [8,1505,597,1595]
elections-paragraph: Εἰς τήν συνεδρίασιν τοῦ συνδυασμοῦ ἐγένετο συζήτησις διά τά προβλήματα τῆς Θεσσαλονίκης. [1397,1417,1567,1457]
